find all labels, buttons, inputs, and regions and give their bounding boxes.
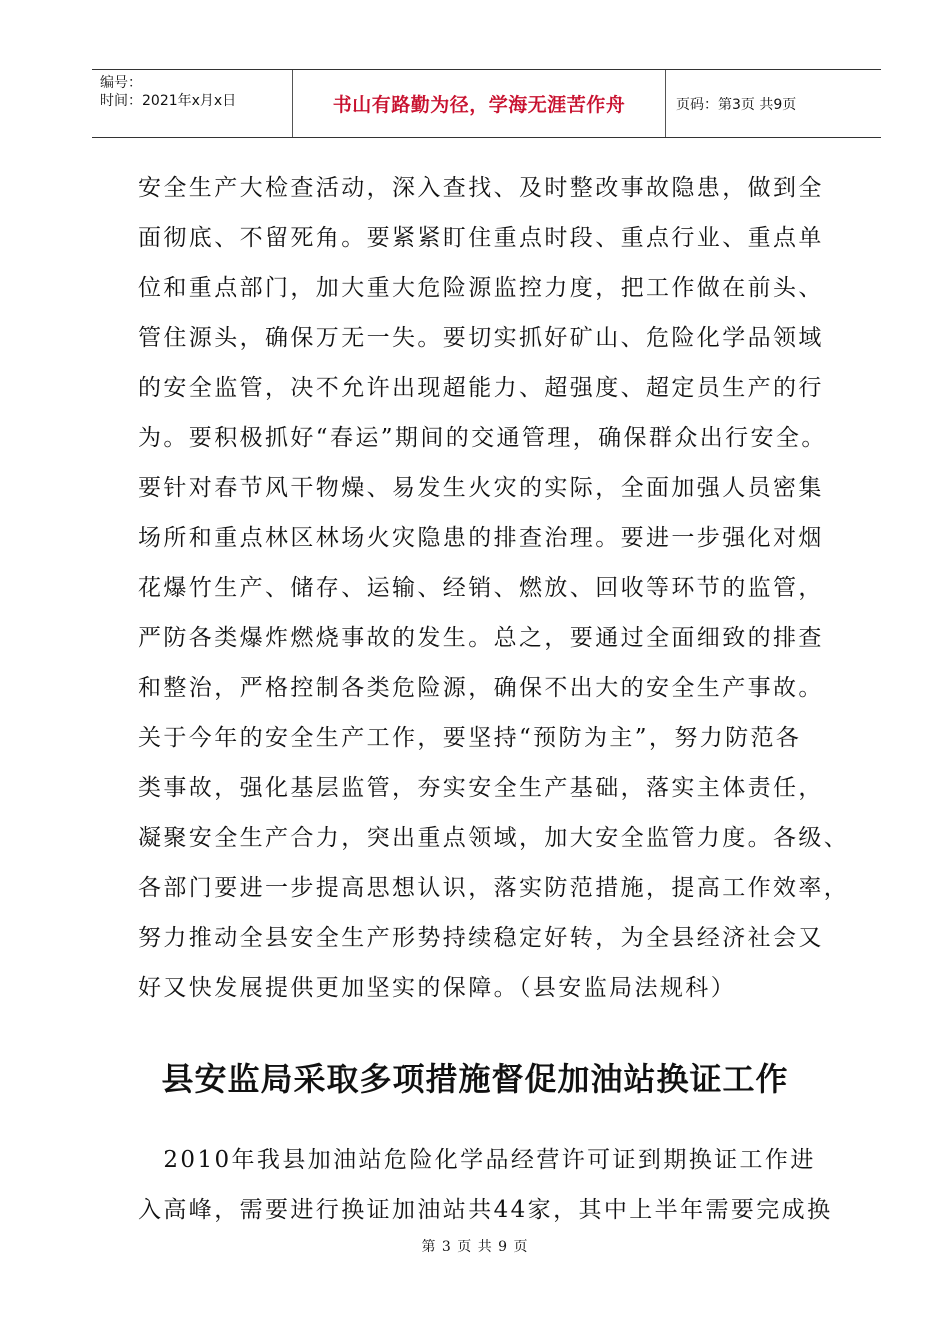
text-line: 位和重点部门，加大重大危险源监控力度，把工作做在前头、 — [138, 275, 824, 301]
page-header — [92, 69, 881, 138]
text-line: 安全生产大检查活动，深入查找、及时整改事故隐患，做到全 — [138, 175, 824, 201]
article-paragraph — [138, 1135, 852, 1235]
text-line: 管住源头，确保万无一失。要切实抓好矿山、危险化学品领域 — [138, 325, 824, 351]
number-label: 编号： — [100, 75, 142, 91]
text-line: 面彻底、不留死角。要紧紧盯住重点时段、重点行业、重点单 — [138, 225, 824, 251]
time-label: 时间：2021年x月x日 — [100, 93, 237, 109]
text-line: 的安全监管，决不允许出现超能力、超强度、超定员生产的行 — [138, 375, 824, 401]
text-line: 和整治，严格控制各类危险源，确保不出大的安全生产事故。 — [138, 675, 824, 701]
body-paragraph — [138, 163, 852, 1013]
header-page-info: 页码：第3页 共9页 — [676, 97, 797, 113]
text-line: 入高峰，需要进行换证加油站共44家，其中上半年需要完成换 — [138, 1197, 833, 1223]
text-line: 好又快发展提供更加坚实的保障。（县安监局法规科） — [138, 975, 737, 1001]
text-line: 严防各类爆炸燃烧事故的发生。总之，要通过全面细致的排查 — [138, 625, 824, 651]
text-line: 各部门要进一步提高思想认识，落实防范措施，提高工作效率， — [138, 875, 850, 901]
text-line: 花爆竹生产、储存、运输、经销、燃放、回收等环节的监管， — [138, 575, 824, 601]
text-line: 凝聚安全生产合力，突出重点领域，加大安全监管力度。各级、 — [138, 825, 850, 851]
page-footer: 第 3 页 共 9 页 — [421, 1239, 529, 1255]
text-line: 类事故，强化基层监管，夯实安全生产基础，落实主体责任， — [138, 775, 824, 801]
text-line: 关于今年的安全生产工作，要坚持“预防为主”，努力防范各 — [138, 725, 802, 751]
text-line: 2010年我县加油站危险化学品经营许可证到期换证工作进 — [138, 1147, 816, 1173]
text-line: 场所和重点林区林场火灾隐患的排查治理。要进一步强化对烟 — [138, 525, 824, 551]
header-motto: 书山有路勤为径，学海无涯苦作舟 — [332, 94, 626, 116]
header-divider-left — [292, 70, 293, 137]
text-line: 要针对春节风干物燥、易发生火灾的实际，全面加强人员密集 — [138, 475, 824, 501]
text-line: 为。要积极抓好“春运”期间的交通管理，确保群众出行安全。 — [138, 425, 827, 451]
text-line: 努力推动全县安全生产形势持续稳定好转，为全县经济社会又 — [138, 925, 824, 951]
article-heading: 县安监局采取多项措施督促加油站换证工作 — [161, 1060, 789, 1098]
header-divider-right — [665, 70, 666, 137]
header-meta — [100, 74, 292, 110]
